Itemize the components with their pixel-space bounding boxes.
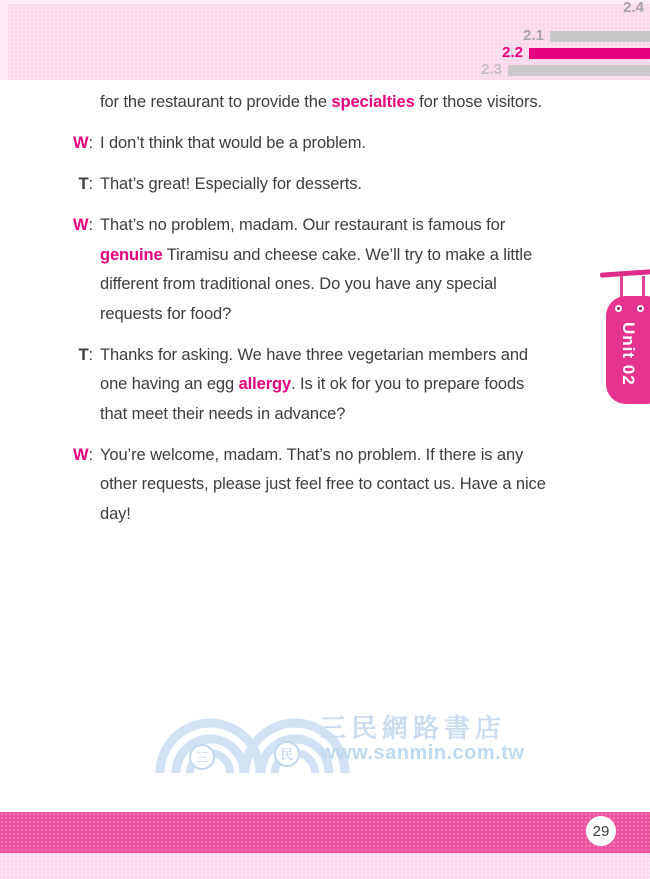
dialogue-paragraph: [78, 170, 600, 200]
dialogue-paragraph: [73, 441, 600, 530]
dialogue-text: You’re welcome, madam. That’s no problem. If there is any: [100, 445, 524, 464]
unit-tab-hole: [615, 305, 622, 312]
dialogue-transcript: [73, 88, 600, 541]
track-label: 2.4: [623, 0, 644, 16]
track-row-2-4: [608, 0, 650, 16]
dialogue-text: for those visitors.: [414, 93, 542, 111]
dialogue-paragraph: [100, 88, 600, 118]
footer-light-band: [0, 853, 650, 879]
dialogue-paragraph: [73, 129, 600, 159]
dialogue-text: day!: [100, 504, 131, 523]
speaker-tag: [73, 211, 100, 241]
watermark-site-name: 三民網路書店: [320, 714, 507, 744]
speaker-letter: W: [73, 216, 89, 234]
dialogue-text: for the restaurant to provide the: [100, 93, 332, 111]
track-label: 2.1: [523, 27, 544, 44]
track-bar: [529, 48, 650, 59]
unit-tab: [606, 296, 650, 404]
speaker-tag: [73, 129, 100, 159]
dialogue-text: other requests, please just feel free to contact us. Have a nice: [100, 475, 546, 493]
dialogue-paragraph: [78, 341, 600, 430]
dialogue-text: requests for food?: [100, 304, 232, 323]
header-band: [0, 0, 650, 80]
speaker-colon: :: [88, 134, 93, 152]
dialogue-text: that meet their needs in advance?: [100, 404, 346, 423]
speaker-tag: [79, 170, 100, 200]
unit-tab-hole: [637, 305, 644, 312]
track-bar: [550, 31, 650, 42]
highlight-term: allergy: [238, 375, 292, 393]
dialogue-text: Thanks for asking. We have three vegetarian members and: [100, 345, 529, 364]
speaker-tag: [79, 341, 100, 371]
watermark-logo-char-2: 民: [280, 747, 294, 762]
speaker-letter: W: [73, 134, 89, 152]
track-bar-active: [508, 65, 650, 76]
dialogue-text: different from traditional ones. Do you have any special: [100, 275, 497, 293]
page-number: 29: [592, 822, 610, 840]
watermark-site-url: www.sanmin.com.tw: [320, 742, 525, 764]
dialogue-paragraph: [73, 211, 600, 329]
dialogue-text: Tiramisu and cheese cake. We’ll try to make a little: [162, 245, 533, 264]
dialogue-text: I don’t think that would be a problem.: [100, 134, 366, 152]
speaker-colon: :: [88, 345, 93, 364]
dialogue-text: That’s great! Especially for desserts.: [100, 175, 362, 193]
speaker-letter: T: [78, 345, 89, 364]
watermark: [152, 698, 525, 778]
highlight-term: specialties: [331, 93, 415, 111]
speaker-colon: :: [88, 175, 93, 193]
track-row-2-3-active: [466, 62, 650, 78]
track-row-2-1: [508, 28, 650, 44]
footer-pink-band: [0, 812, 650, 853]
track-row-2-2: [487, 45, 650, 61]
speaker-tag: [73, 441, 100, 471]
speaker-letter: W: [73, 445, 89, 464]
highlight-term: genuine: [100, 245, 163, 264]
track-label: 2.2: [502, 44, 523, 61]
page-number-badge: [586, 816, 616, 846]
dialogue-text: . Is it ok for you to prepare foods: [291, 375, 525, 393]
speaker-colon: :: [88, 216, 93, 234]
track-label: 2.3: [481, 61, 502, 78]
dialogue-text: That’s no problem, madam. Our restaurant is famous for: [100, 216, 506, 234]
watermark-logo-char-1: 三: [195, 750, 209, 765]
unit-tab-label: Unit 02: [619, 322, 638, 386]
dialogue-text: one having an egg: [100, 375, 239, 393]
speaker-letter: T: [78, 175, 89, 193]
speaker-colon: :: [88, 445, 93, 464]
